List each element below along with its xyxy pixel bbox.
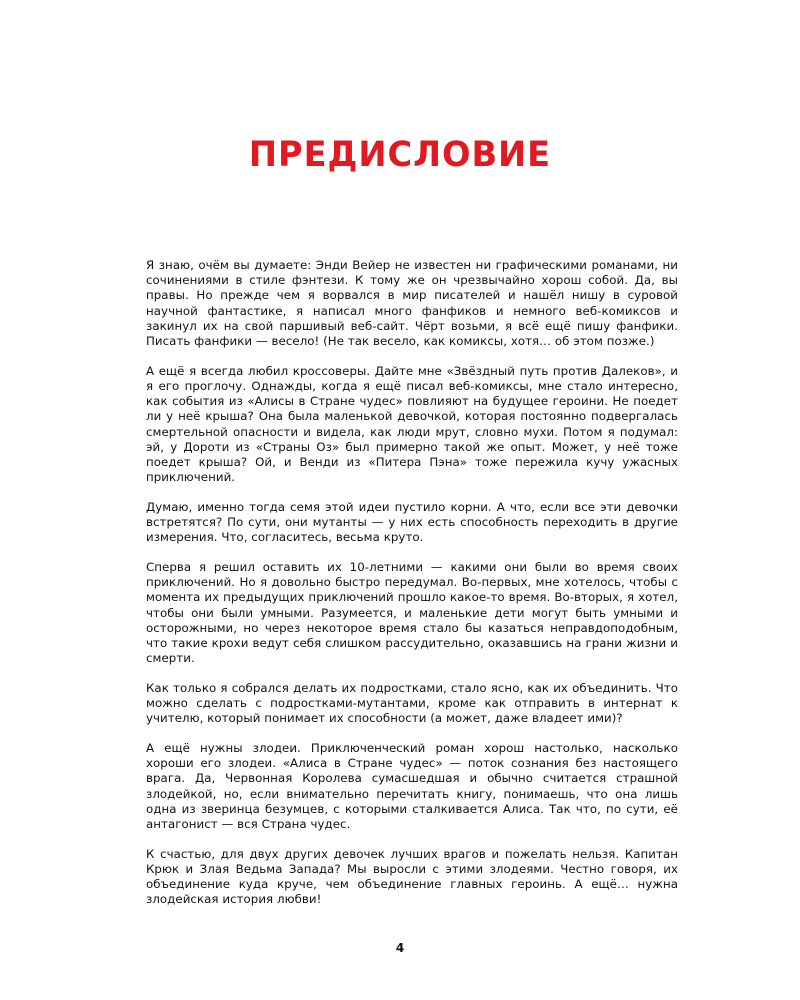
chapter-body <box>146 258 678 922</box>
paragraph-6: А ещё нужны злодеи. Приключенческий роман хорош настолько, насколько хороши его злодеи. «Алиса в Стране чудес» — поток сознания без настоящего врага. Да, Червонная Королева сумасшедшая и обычно считается страшной злодейкой, но, если внимательно перечитать книгу, понимаешь, что она лишь одна из зверинца безумцев, с которыми сталкивается Алиса. Так что, по сути, её антагонист — вся Страна чудес. <box>146 740 678 831</box>
page-number: 4 <box>395 941 405 955</box>
paragraph-5: Как только я собрался делать их подростками, стало ясно, как их объединить. Что можно сделать с подростками-мутантами, кроме как отправить в интернат к учителю, который понимает их способности (а может, даже владеет ими)? <box>146 680 678 726</box>
paragraph-7: К счастью, для двух других девочек лучших врагов и пожелать нельзя. Капитан Крюк и Злая Ведьма Запада? Мы выросли с этими злодеями. Честно говоря, их объединение куда круче, чем объединение главных героинь. А ещё… нужна злодейская история любви! <box>146 846 678 907</box>
paragraph-4: Сперва я решил оставить их 10-летними — какими они были во время своих приключений. Но я довольно быстро передумал. Во-первых, мне хотелось, чтобы с момента их предыдущих приключений прошло какое-то время. Во-вторых, я хотел, чтобы они были умными. Разумеется, и маленькие дети могут быть умными и осторожными, но через некоторое время стало бы казаться неправдоподобным, что такие крохи ведут себя слишком рассудительно, оказавшись на грани жизни и смерти. <box>146 559 678 666</box>
paragraph-1: Я знаю, очём вы думаете: Энди Вейер не известен ни графическими романами, ни сочинениями в стиле фэнтези. К тому же он чрезвычайно хорош собой. Да, вы правы. Но прежде чем я ворвался в мир писателей и нашёл нишу в суровой научной фантастике, я написал много фанфиков и немного веб-комиксов и закинул их на свой паршивый веб-сайт. Чёрт возьми, я всё ещё пишу фанфики. Писать фанфики — весело! (Не так весело, как комиксы, хотя… об этом позже.) <box>146 258 678 349</box>
paragraph-2: А ещё я всегда любил кроссоверы. Дайте мне «Звёздный путь против Далеков», и я его проглочу. Однажды, когда я ещё писал веб-комиксы, мне стало интересно, как события из «Алисы в Стране чудес» повлияют на будущее героини. Не поедет ли у неё крыша? Она была маленькой девочкой, которая постоянно подвергалась смертельной опасности и видела, как люди мрут, словно мухи. Потом я подумал: эй, у Дороти из «Страны Оз» был примерно такой же опыт. Может, у неё тоже поедет крыша? Ой, и Венди из «Питера Пэна» тоже пережила кучу ужасных приключений. <box>146 363 678 485</box>
chapter-title: ПРЕДИСЛОВИЕ <box>248 135 552 176</box>
paragraph-3: Думаю, именно тогда семя этой идеи пустило корни. А что, если все эти девочки встретятся? По сути, они мутанты — у них есть способность переходить в другие измерения. Что, согласитесь, весьма круто. <box>146 499 678 545</box>
